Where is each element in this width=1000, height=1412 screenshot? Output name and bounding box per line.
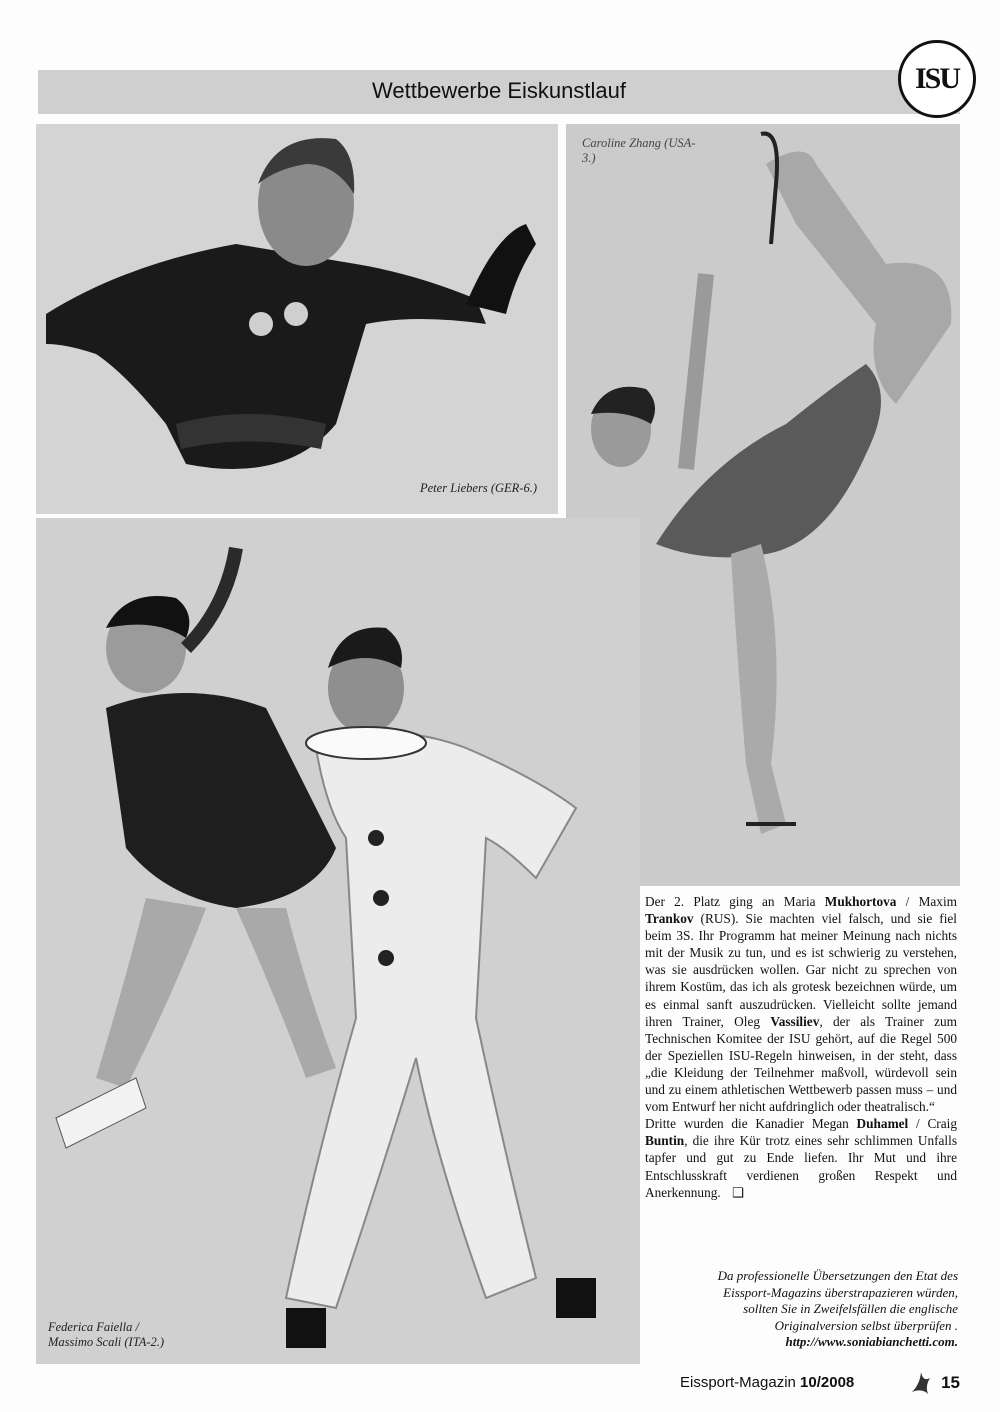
swallow-logo-icon (910, 1370, 932, 1396)
source-url-link[interactable]: http://www.soniabianchetti.com. (785, 1334, 958, 1350)
article-paragraph-1: Der 2. Platz ging an Maria Mukhortova / Maxim Trankov (RUS). Sie machten viel falsch, und sie fiel beim 3S. Ihr Programm hat meiner Meinung nach nichts mit der Musik zu tun, und es ist schwierig zu verstehen, was sie ausdrücken wollen. Gar nicht zu sprechen von ihrem Kostüm, das ich als grotesk bezeichnen würde, um es einmal sanft auszudrücken. Vielleicht sollte jemand ihren Trainer, Oleg Vassiliev, der als Trainer zum Technischen Komitee der ISU gehört, auf die Regel 500 der Speziellen ISU-Regeln hinweisen, in der steht, dass „die Kleidung der Teilnehmer maßvoll, würdevoll sein und zu einem athletischen Wettbewerb passen muss – und vom Entwurf her nicht aufdringlich oder theatralisch.“ (645, 894, 957, 1115)
section-title: Wettbewerbe Eiskunstlauf (372, 78, 626, 103)
footer-publication: Eissport-Magazin 10/2008 (680, 1374, 855, 1391)
caption-faiella-line2: Massimo Scali (ITA-2.) (48, 1335, 165, 1349)
article-paragraph-2: Dritte wurden die Kanadier Megan Duhamel / Craig Buntin, die ihre Kür trotz eines sehr schlimmen Unfalls tapfer und gut zu Ende liefen. Ihr Mut und ihre Entschlusskraft verdienen großen Respekt und Anerkennung. ❑ (645, 1116, 957, 1201)
translation-note (630, 1268, 958, 1351)
note-line: sollten Sie in Zweifelsfällen die englische (743, 1301, 958, 1317)
isu-logo-text: ISU (914, 62, 960, 95)
skater-name: Mukhortova (824, 894, 897, 909)
photo-peter-liebers (36, 124, 558, 514)
section-header-band (38, 70, 960, 114)
skater-name: Buntin (645, 1133, 685, 1149)
caption-peter-liebers: Peter Liebers (GER-6.) (420, 481, 537, 495)
caption-caroline-zhang-line2: 3.) (582, 151, 596, 165)
end-mark-icon: ❑ (732, 1185, 744, 1201)
coach-name: Vassiliev (770, 1013, 820, 1029)
isu-logo (898, 40, 976, 118)
page-footer (680, 1374, 960, 1398)
article-body (645, 893, 957, 1202)
skater-name: Trankov (645, 911, 694, 927)
footer-issue: 10/2008 (800, 1374, 855, 1391)
skater-figure-illustration (36, 124, 558, 514)
caption-faiella-line1: Federica Faiella / (48, 1320, 139, 1334)
note-line: Originalversion selbst überprüfen . (774, 1317, 958, 1333)
skater-name: Duhamel (856, 1116, 909, 1132)
dance-couple-illustration (36, 518, 640, 1364)
note-line: Eissport-Magazins überstrapazieren würden, (723, 1284, 958, 1300)
caption-caroline-zhang-line1: Caroline Zhang (USA- (582, 136, 696, 150)
note-line: Da professionelle Übersetzungen den Etat des (717, 1268, 958, 1283)
photo-faiella-scali (36, 518, 640, 1364)
page-number: 15 (941, 1373, 960, 1392)
